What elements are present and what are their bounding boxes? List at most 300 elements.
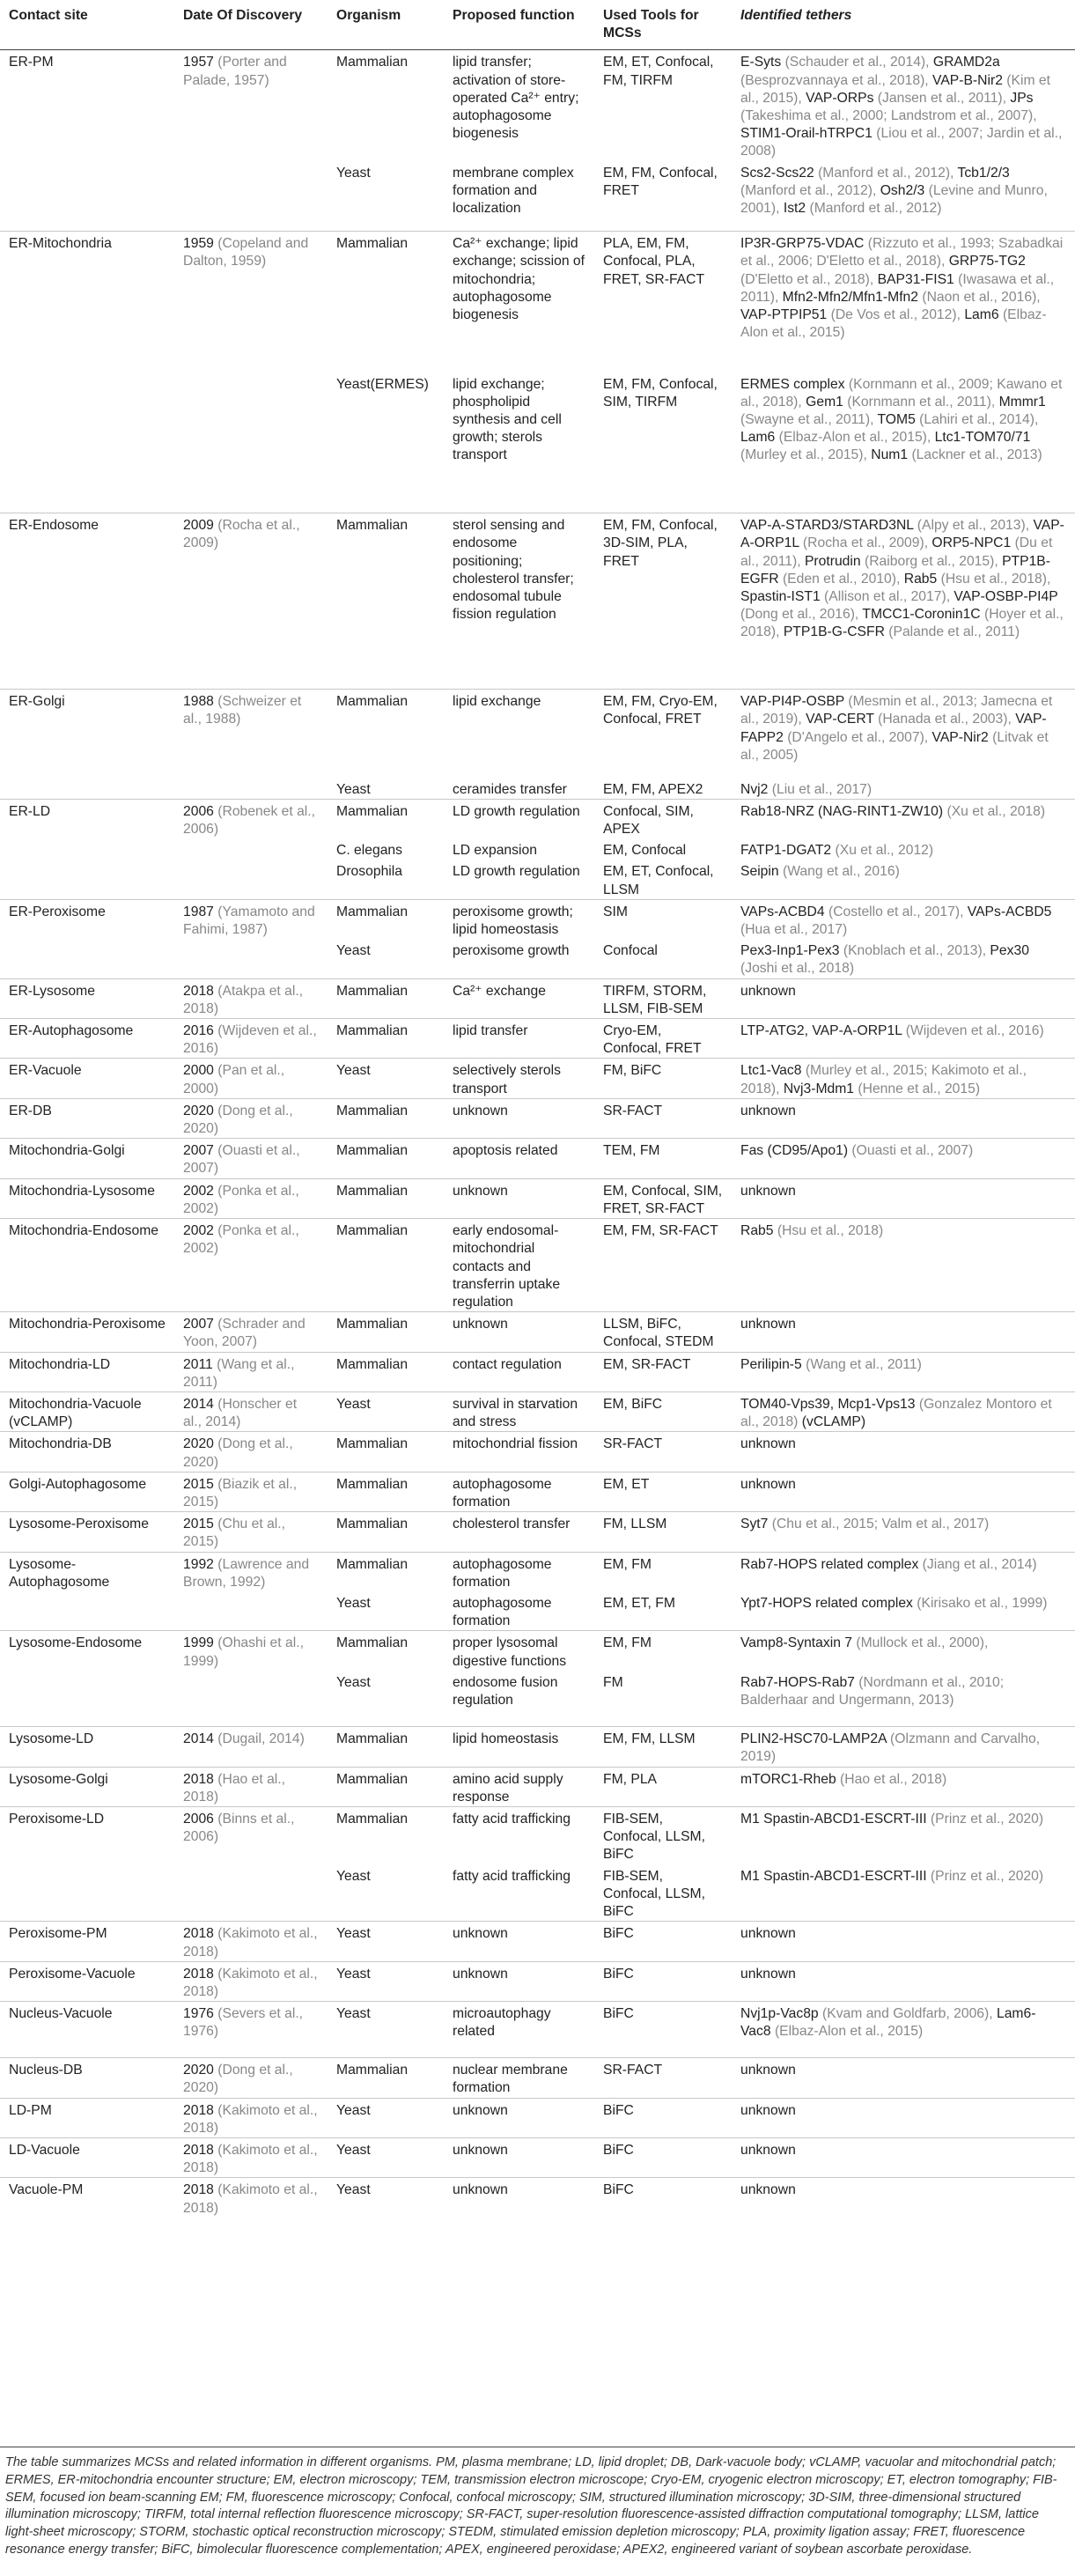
term-text: Lam6-Vac8 [740,2006,1036,2040]
table-row [0,690,1075,778]
term-text: Rab5 [740,1223,777,1239]
citation-text: (Kim et al., 2015), [740,72,1050,106]
table-row [0,232,1075,373]
function-cell: Ca²⁺ exchange; lipid exchange; scission of mitochondria; autophagosome biogenesis [444,232,594,373]
organism-cell: Mammalian [328,2058,444,2098]
function-cell: selectively sterols transport [444,1059,594,1098]
citation-text: (Ouasti et al., 2007) [851,1143,974,1159]
citation-text: (Knoblach et al., 2013), [843,943,987,959]
tethers-cell [732,513,1075,690]
contact-site-cell: Nucleus-DB [0,2058,174,2098]
tools-cell: BiFC [594,1922,732,1961]
citation-text: (Manford et al., 2012) [809,201,942,217]
contact-site-cell: Peroxisome-PM [0,1922,174,1961]
table-row [0,2002,1075,2058]
term-text: VAP-FAPP2 [740,712,1047,745]
term-text: Pex3-Inp1-Pex3 [740,943,843,959]
term-text: 2006 [183,1812,218,1827]
contact-site-cell: ER-DB [0,1098,174,1138]
tethers-cell [732,690,1075,778]
organism-cell: Yeast [328,1922,444,1961]
date-cell [174,1219,328,1312]
term-text: Seipin [740,864,783,880]
term-text: 2007 [183,1317,218,1332]
tools-cell: FIB-SEM, Confocal, LLSM, BiFC [603,1868,705,1920]
table-row [0,778,1075,800]
term-text: 1959 [183,236,218,252]
tools-cell: BiFC [594,2002,732,2058]
table-row [0,1512,1075,1552]
organism-cell: Yeast [336,1868,371,1884]
citation-text: (Manford et al., 2012), [740,182,877,198]
tethers-cell [732,1727,1075,1767]
date-cell [174,161,328,232]
function-cell: amino acid supply response [444,1767,594,1806]
tools-cell: EM, ET [594,1472,732,1511]
contact-site-cell: LD-Vacuole [0,2137,174,2177]
tools-cell: SR-FACT [594,1098,732,1138]
tools-cell: EM, FM, Confocal, FRET [603,165,718,198]
citation-text: (Henne et al., 2015) [858,1081,981,1096]
organism-cell: Mammalian [328,1727,444,1767]
function-cell: unknown [444,1961,594,2001]
term-text: unknown [740,2182,796,2198]
citation-text: (Hoyer et al., 2018), [740,607,1064,640]
term-text: GRAMD2a [929,55,1000,70]
citation-text: (Biazik et al., 2015) [183,1476,298,1509]
tools-cell: FM, BiFC [594,1059,732,1098]
tethers-cell [732,2178,1075,2218]
date-cell [174,232,328,373]
function-cell: endosome fusion regulation [453,1674,558,1708]
tethers-cell [732,1591,1075,1631]
date-cell [174,1767,328,1806]
term-text: VAP-A-ORP1L [740,518,1064,551]
term-text: unknown [740,1103,796,1118]
date-cell [174,513,328,690]
organism-cell: Yeast [336,781,371,797]
citation-text: (Gonzalez Montoro et al., 2018) [740,1396,1052,1430]
table-row [0,1864,1075,1922]
contact-site-cell: Vacuole-PM [0,2178,174,2218]
tools-cell: Confocal [603,943,658,959]
term-text: Mmmr1 [995,394,1046,410]
table-row [0,939,1075,978]
citation-text: (Xu et al., 2018) [946,803,1046,819]
citation-text: (Du et al., 2011), [740,535,1053,569]
citation-text: (Dong et al., 2020) [183,1103,293,1137]
table-header-row [0,0,1075,50]
citation-text: (Litvak et al., 2005) [740,729,1049,763]
term-text: Nvj3-Mdm1 [779,1081,858,1096]
header-proposed-function: Proposed function [444,0,594,50]
term-text: Scs2-Scs22 [740,165,819,181]
organism-cell: Mammalian [328,978,444,1018]
tethers-cell [732,232,1075,373]
organism-cell: Mammalian [328,1352,444,1391]
date-cell [174,1961,328,2001]
tools-cell: EM, FM, SR-FACT [594,1219,732,1312]
table-row [0,1472,1075,1511]
term-text: 1976 [183,2006,218,2022]
tethers-cell [732,1219,1075,1312]
citation-text: (Chu et al., 2015) [183,1517,285,1550]
tools-cell: EM, ET, Confocal, LLSM [603,864,714,897]
citation-text: (Hao et al., 2018) [840,1771,947,1787]
date-cell [174,50,328,161]
tethers-cell [732,2098,1075,2137]
term-text: 2018 [183,2142,218,2158]
tools-cell: EM, BiFC [594,1391,732,1431]
function-cell: lipid exchange; phospholipid synthesis and cell growth; sterols transport [453,376,562,463]
table-row [0,1391,1075,1431]
organism-cell: Mammalian [328,1019,444,1059]
tools-cell: TEM, FM [594,1139,732,1178]
term-text: VAP-ORPs [801,90,878,106]
citation-text: (Allison et al., 2017), [824,588,951,604]
date-cell [174,899,328,939]
organism-cell: Mammalian [328,1178,444,1218]
date-cell [174,1312,328,1352]
organism-cell: Mammalian [328,899,444,939]
term-text: Lam6 [740,430,779,446]
term-text: Osh2/3 [876,182,929,198]
citation-text: (Binns et al., 2006) [183,1812,295,1845]
tethers-cell [732,1807,1075,1864]
term-text: 2014 [183,1731,218,1747]
tools-cell: FM, LLSM [594,1512,732,1552]
term-text: 2015 [183,1517,218,1532]
organism-cell: Yeast [328,1391,444,1431]
date-cell [174,1391,328,1431]
citation-text: (Pan et al., 2000) [183,1063,285,1096]
table-row [0,1432,1075,1472]
term-text: 2018 [183,1966,218,1982]
table-row [0,1631,1075,1671]
term-text: Vamp8-Syntaxin 7 [740,1635,857,1651]
citation-text: (Iwasawa et al., 2011), [740,271,1055,305]
term-text: 2015 [183,1476,218,1492]
term-text: 2011 [183,1356,217,1372]
organism-cell: Mammalian [328,1631,444,1671]
contact-site-cell: ER-Autophagosome [0,1019,174,1059]
contact-site-cell: Lysosome-Endosome [0,1631,174,1671]
term-text: Lam6 [960,306,1003,322]
contact-site-cell [0,778,174,800]
tools-cell: EM, FM, LLSM [594,1727,732,1767]
function-cell: unknown [444,1178,594,1218]
tools-cell: SR-FACT [594,2058,732,2098]
term-text: 1992 [183,1556,218,1572]
term-text: unknown [740,1436,796,1452]
citation-text: (Lahiri et al., 2014), [919,412,1039,428]
term-text: mTORC1-Rheb [740,1771,841,1787]
contact-site-cell [0,860,174,899]
citation-text: (Schrader and Yoon, 2007) [183,1317,306,1350]
table-row [0,1552,1075,1591]
tools-cell: FIB-SEM, Confocal, LLSM, BiFC [594,1807,732,1864]
contact-site-cell: Peroxisome-Vacuole [0,1961,174,2001]
tethers-cell [732,939,1075,978]
contact-site-cell [0,838,174,860]
term-text: PTP1B-EGFR [740,553,1050,587]
table-row [0,1922,1075,1961]
term-text: Nvj1p-Vac8p [740,2006,823,2022]
tethers-cell [732,373,1075,513]
tethers-cell [732,778,1075,800]
function-cell: unknown [444,1098,594,1138]
tools-cell: SIM [594,899,732,939]
tools-cell: EM, Confocal, SIM, FRET, SR-FACT [594,1178,732,1218]
organism-cell: Yeast [336,1674,371,1690]
function-cell: lipid homeostasis [444,1727,594,1767]
citation-text: (Severs et al., 1976) [183,2006,304,2040]
function-cell: unknown [444,1312,594,1352]
term-text: VAP-CERT [801,712,879,727]
contact-site-cell [0,161,174,232]
tools-cell: EM, FM [594,1631,732,1671]
citation-text: (Lackner et al., 2013) [911,447,1042,463]
tools-cell: BiFC [594,2137,732,2177]
citation-text: (Liou et al., 2007; Jardin et al., 2008) [740,126,1063,159]
term-text: 2020 [183,1436,218,1452]
organism-cell: Mammalian [328,690,444,778]
citation-text: (Olzmann and Carvalho, 2019) [740,1731,1041,1765]
citation-text: (Lawrence and Brown, 1992) [183,1556,310,1590]
term-text: Spastin-IST1 [740,588,825,604]
organism-cell: Mammalian [328,232,444,373]
citation-text: (Dugail, 2014) [217,1731,305,1747]
term-text: unknown [740,983,796,999]
term-text: TOM40-Vps39, Mcp1-Vps13 [740,1396,919,1412]
citation-text: (Kakimoto et al., 2018) [183,2142,318,2176]
term-text: ORP5-NPC1 [928,535,1015,551]
tethers-cell [732,1922,1075,1961]
tethers-cell [732,1512,1075,1552]
function-cell: fatty acid trafficking [453,1868,571,1884]
tethers-cell [732,1178,1075,1218]
contact-site-cell: ER-Peroxisome [0,899,174,939]
contact-site-cell: Lysosome-Autophagosome [0,1552,174,1591]
citation-text: (Kornmann et al., 2011), [847,394,996,410]
citation-text: (Hsu et al., 2018), [940,571,1051,587]
function-cell: proper lysosomal digestive functions [444,1631,594,1671]
citation-text: (Palande et al., 2011) [888,624,1020,640]
term-text: Ltc1-TOM70/71 [931,430,1031,446]
tools-cell: EM, FM, Confocal, SIM, TIRFM [603,376,718,410]
date-cell [174,2058,328,2098]
organism-cell: Mammalian [328,1552,444,1591]
table-row [0,50,1075,161]
term-text: M1 Spastin-ABCD1-ESCRT-III [740,1868,931,1884]
tethers-cell [732,1391,1075,1431]
date-cell [174,1727,328,1767]
term-text: 2020 [183,1103,218,1118]
organism-cell: Yeast [328,2137,444,2177]
citation-text: (D'Angelo et al., 2007), [787,729,929,745]
table-row [0,513,1075,690]
organism-cell: Mammalian [328,513,444,690]
citation-text: (Eden et al., 2010), [782,571,901,587]
organism-cell: Mammalian [328,1807,444,1864]
organism-cell: Mammalian [328,50,444,161]
citation-text: (Mullock et al., 2000), [856,1635,989,1651]
organism-cell: Yeast [328,2002,444,2058]
organism-cell: Yeast [328,1961,444,2001]
term-text: (vCLAMP) [798,1414,866,1430]
term-text: FATP1-DGAT2 [740,843,836,859]
citation-text: (Kakimoto et al., 2018) [183,1966,318,1999]
contact-site-cell: LD-PM [0,2098,174,2137]
table-row [0,1178,1075,1218]
organism-cell: Yeast(ERMES) [336,376,429,392]
citation-text: (Raiborg et al., 2015), [864,553,998,569]
table-row [0,1312,1075,1352]
function-cell: ceramides transfer [453,781,567,797]
citation-text: (Prinz et al., 2020) [930,1868,1044,1884]
term-text: unknown [740,1317,796,1332]
table-row [0,1098,1075,1138]
citation-text: (Joshi et al., 2018) [740,961,855,977]
function-cell: sterol sensing and endosome positioning; cholesterol transfer; endosomal tubule fission regulation [444,513,594,690]
citation-text: (Murley et al., 2015), [740,447,867,463]
term-text: Fas (CD95/Apo1) [740,1143,852,1159]
function-cell: survival in starvation and stress [444,1391,594,1431]
citation-text: (Swayne et al., 2011), [740,412,874,428]
table-row [0,2137,1075,2177]
function-cell: autophagosome formation [444,1472,594,1511]
organism-cell: Drosophila [336,864,402,880]
term-text: PTP1B-G-CSFR [779,624,889,640]
term-text: Tcb1/2/3 [954,165,1010,181]
tools-cell: TIRFM, STORM, LLSM, FIB-SEM [594,978,732,1018]
term-text: STIM1-Orail-hTRPC1 [740,126,877,142]
tools-cell: EM, FM [594,1552,732,1591]
date-cell [174,2098,328,2137]
function-cell: peroxisome growth; lipid homeostasis [444,899,594,939]
function-cell: lipid exchange [444,690,594,778]
function-cell: unknown [444,2098,594,2137]
term-text: Rab7-HOPS-Rab7 [740,1674,859,1690]
header-identified-tethers: Identified tethers [732,0,1075,50]
table-row [0,838,1075,860]
term-text: Syt7 [740,1517,772,1532]
term-text: 2018 [183,1926,218,1942]
tools-cell: EM, FM, Confocal, 3D-SIM, PLA, FRET [594,513,732,690]
citation-text: (Schweizer et al., 1988) [183,694,302,727]
citation-text: (Atakpa et al., 2018) [183,983,304,1016]
citation-text: (Elbaz-Alon et al., 2015) [740,306,1047,341]
table-row [0,1019,1075,1059]
organism-cell: Yeast [336,943,371,959]
tools-cell: BiFC [594,2098,732,2137]
citation-text: (Hua et al., 2017) [740,922,848,938]
term-text: M1 Spastin-ABCD1-ESCRT-III [740,1812,931,1827]
term-text: TOM5 [873,412,920,428]
term-text: Rab18-NRZ (NAG-RINT1-ZW10) [740,803,947,819]
citation-text: (Wang et al., 2011) [806,1356,922,1372]
organism-cell: Mammalian [328,1139,444,1178]
table-row [0,899,1075,939]
citation-text: (Honscher et al., 2014) [183,1396,298,1430]
header-contact-site: Contact site [0,0,174,50]
date-cell [174,1019,328,1059]
citation-text: (Dong et al., 2020) [183,1436,293,1470]
citation-text: (Dong et al., 2016), [740,607,859,623]
date-cell [174,1591,328,1631]
citation-text: (Takeshima et al., 2000; Landstrom et al., 2007), [740,108,1037,124]
contact-site-cell: ER-Golgi [0,690,174,778]
citation-text: (Ponka et al., 2002) [183,1223,299,1257]
citation-text: (Nordmann et al., 2010; Balderhaar and Ungermann, 2013) [740,1674,1005,1708]
tools-cell: EM, FM, Cryo-EM, Confocal, FRET [594,690,732,778]
function-cell: apoptosis related [444,1139,594,1178]
citation-text: (Costello et al., 2017), [828,904,964,919]
citation-text: (Alpy et al., 2013), [917,518,1030,534]
function-cell: nuclear membrane formation [444,2058,594,2098]
date-cell [174,2137,328,2177]
term-text: Pex30 [986,943,1029,959]
contact-site-cell: Nucleus-Vacuole [0,2002,174,2058]
term-text: unknown [740,1476,796,1492]
tethers-cell [732,838,1075,860]
tools-cell: EM, SR-FACT [594,1352,732,1391]
organism-cell: Mammalian [328,1472,444,1511]
tethers-cell [732,1767,1075,1806]
citation-text: (Kakimoto et al., 2018) [183,1926,318,1960]
citation-text: (Kirisako et al., 1999) [917,1595,1048,1611]
citation-text: (Yamamoto and Fahimi, 1987) [183,904,315,938]
citation-text: (Chu et al., 2015; Valm et al., 2017) [771,1517,990,1532]
tethers-cell [732,2002,1075,2058]
citation-text: (Liu et al., 2017) [771,781,873,797]
date-cell [174,1512,328,1552]
date-cell [174,1922,328,1961]
date-cell [174,2002,328,2058]
header-organism: Organism [328,0,444,50]
contact-site-cell: Golgi-Autophagosome [0,1472,174,1511]
term-text: Ltc1-Vac8 [740,1063,806,1079]
tethers-cell [732,1472,1075,1511]
table-row [0,1671,1075,1727]
date-cell [174,1552,328,1591]
term-text: 2006 [183,803,218,819]
citation-text: (Jiang et al., 2014) [922,1556,1037,1572]
citation-text: (Hao et al., 2018) [183,1771,285,1805]
citation-text: (Wang et al., 2016) [782,864,900,880]
citation-text: (Ponka et al., 2002) [183,1183,299,1216]
term-text: TMCC1-Coronin1C [858,607,984,623]
date-cell [174,1098,328,1138]
citation-text: (Xu et al., 2012) [835,843,934,859]
tethers-cell [732,50,1075,161]
contact-site-cell: Mitochondria-DB [0,1432,174,1472]
tethers-cell [732,1059,1075,1098]
citation-text: (D'Eletto et al., 2018), [740,271,874,287]
table-row [0,799,1075,838]
tools-cell: EM, FM, APEX2 [603,781,703,797]
date-cell [174,860,328,899]
citation-text: (Wijdeven et al., 2016) [183,1023,317,1057]
citation-text: (Dong et al., 2020) [183,2063,293,2096]
term-text: LTP-ATG2, VAP-A-ORP1L [740,1023,906,1039]
tools-cell: LLSM, BiFC, Confocal, STEDM [594,1312,732,1352]
date-cell [174,373,328,513]
term-text: VAP-PI4P-OSBP [740,694,849,710]
organism-cell: Mammalian [328,1098,444,1138]
citation-text: (Elbaz-Alon et al., 2015), [778,430,931,446]
table-row [0,1139,1075,1178]
